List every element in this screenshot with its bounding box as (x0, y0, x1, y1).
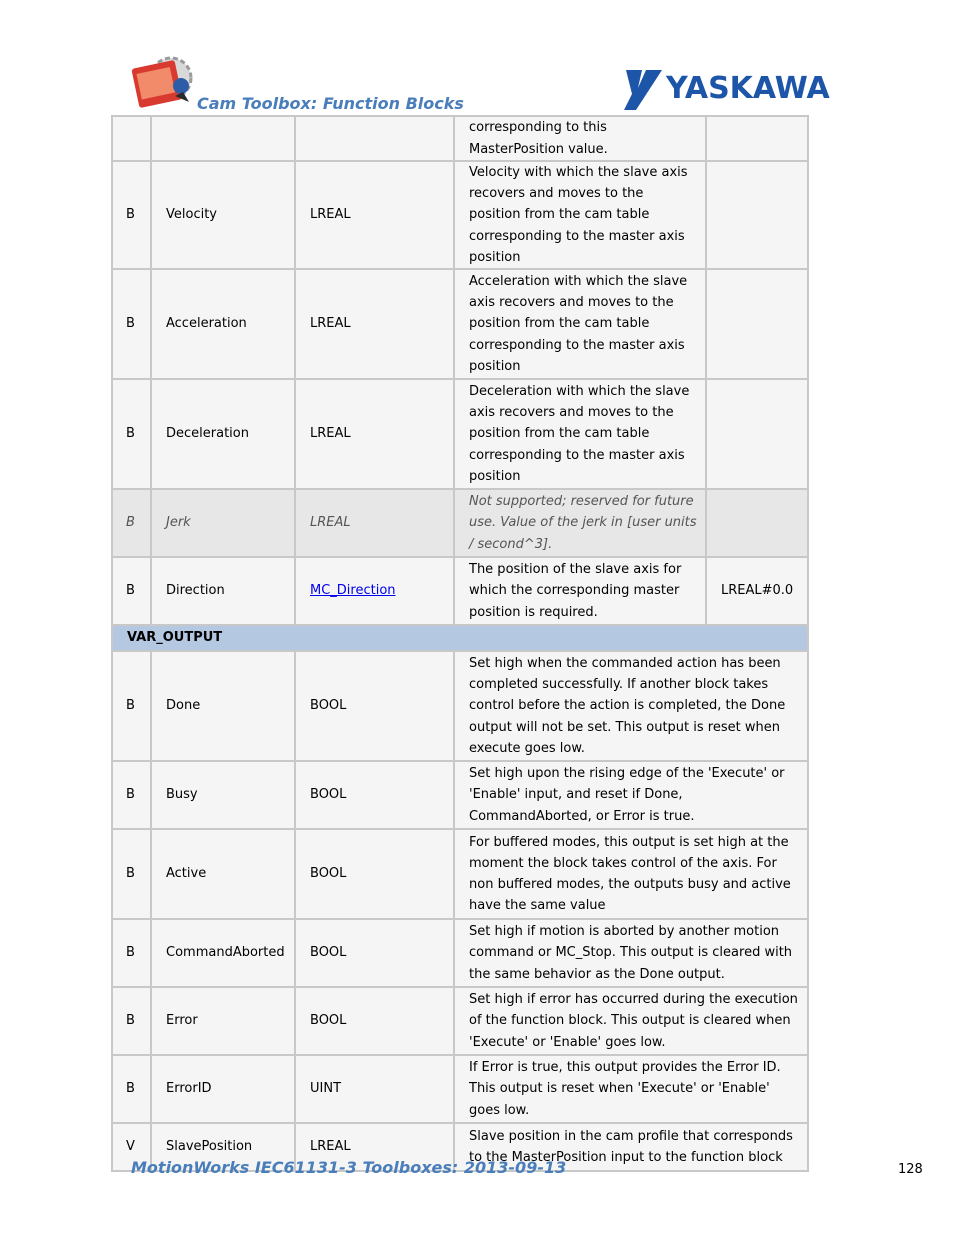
cell-name (151, 116, 295, 161)
cell-type: BOOL (295, 987, 454, 1055)
table-row (112, 651, 808, 761)
cell-description: Set high when the commanded action has been completed successfully. If another block takes control before the action is completed, the Done output will not be set. This output is reset when execute goes low. (454, 651, 808, 761)
cell-name: Direction (151, 557, 295, 625)
cell-description: If Error is true, this output provides the Error ID. This output is reset when 'Execute' or 'Enable' goes low. (454, 1055, 808, 1123)
cell-type: UINT (295, 1055, 454, 1123)
cell-kind: B (112, 761, 151, 829)
cell-type: LREAL (295, 269, 454, 379)
cell-kind: B (112, 269, 151, 379)
cell-kind: B (112, 651, 151, 761)
cell-description: Deceleration with which the slave axis recovers and moves to the position from the cam table corresponding to the master axis position (454, 379, 706, 489)
parameter-table (111, 115, 809, 1172)
page-number: 128 (898, 1162, 923, 1177)
cell-default: LREAL#0.0 (706, 557, 808, 625)
cell-kind: B (112, 557, 151, 625)
page-header-title: Cam Toolbox: Function Blocks (197, 94, 464, 113)
cam-toolbox-logo (131, 56, 199, 110)
cell-type: LREAL (295, 379, 454, 489)
cell-type: BOOL (295, 651, 454, 761)
cell-type: BOOL (295, 919, 454, 987)
cell-default (706, 379, 808, 489)
cell-description: Velocity with which the slave axis recovers and moves to the position from the cam table corresponding to the master axis position (454, 161, 706, 269)
cell-type: BOOL (295, 829, 454, 919)
cell-default (706, 269, 808, 379)
cell-name: SlavePosition (151, 1123, 295, 1171)
cell-type: LREAL (295, 161, 454, 269)
cell-kind: B (112, 919, 151, 987)
table-row (112, 829, 808, 919)
cell-type (295, 557, 454, 625)
cell-description: The position of the slave axis for which the corresponding master position is required. (454, 557, 706, 625)
cell-description: Set high upon the rising edge of the 'Execute' or 'Enable' input, and reset if Done, CommandAborted, or Error is true. (454, 761, 808, 829)
table-row (112, 761, 808, 829)
cell-description: Set high if motion is aborted by another motion command or MC_Stop. This output is cleared with the same behavior as the Done output. (454, 919, 808, 987)
cell-kind: B (112, 987, 151, 1055)
brand-name: YASKAWA (666, 71, 830, 106)
cell-kind: B (112, 379, 151, 489)
cell-name: Active (151, 829, 295, 919)
table-row (112, 116, 808, 161)
table-row (112, 919, 808, 987)
cell-name: Busy (151, 761, 295, 829)
cell-kind: V (112, 1123, 151, 1171)
table-row (112, 557, 808, 625)
table-row (112, 987, 808, 1055)
cell-description: Acceleration with which the slave axis recovers and moves to the position from the cam table corresponding to the master axis position (454, 269, 706, 379)
table-row (112, 379, 808, 489)
table-row (112, 161, 808, 269)
yaskawa-logo (622, 66, 844, 112)
cell-kind: B (112, 161, 151, 269)
cell-type: LREAL (295, 1123, 454, 1171)
cell-kind: B (112, 1055, 151, 1123)
cell-name: CommandAborted (151, 919, 295, 987)
cell-name: Error (151, 987, 295, 1055)
table-row (112, 269, 808, 379)
footer-title: MotionWorks IEC61131-3 Toolboxes: 2013-09-13 (131, 1158, 567, 1177)
cell-kind: B (112, 489, 151, 557)
cell-name: Jerk (151, 489, 295, 557)
cell-name: Velocity (151, 161, 295, 269)
section-label: VAR_OUTPUT (112, 625, 808, 651)
cell-kind: B (112, 829, 151, 919)
cell-description: Not supported; reserved for future use. Value of the jerk in [user units / second^3]. (454, 489, 706, 557)
cell-description: For buffered modes, this output is set high at the moment the block takes control of the axis. For non buffered modes, the outputs busy and active have the same value (454, 829, 808, 919)
cell-default (706, 161, 808, 269)
cell-default (706, 116, 808, 161)
cell-name: Done (151, 651, 295, 761)
table-row (112, 489, 808, 557)
cell-name: Acceleration (151, 269, 295, 379)
cell-description: corresponding to this MasterPosition value. (454, 116, 706, 161)
cell-kind (112, 116, 151, 161)
cell-name: ErrorID (151, 1055, 295, 1123)
cell-description: Set high if error has occurred during the execution of the function block. This output is cleared when 'Execute' or 'Enable' goes low. (454, 987, 808, 1055)
table-row (112, 1055, 808, 1123)
cell-description: Slave position in the cam profile that corresponds to the MasterPosition input to the function block (454, 1123, 808, 1171)
section-row (112, 625, 808, 651)
cell-default (706, 489, 808, 557)
cell-name: Deceleration (151, 379, 295, 489)
cell-type: LREAL (295, 489, 454, 557)
mc-direction-link[interactable]: MC_Direction (310, 583, 396, 599)
cell-type: BOOL (295, 761, 454, 829)
cell-type (295, 116, 454, 161)
